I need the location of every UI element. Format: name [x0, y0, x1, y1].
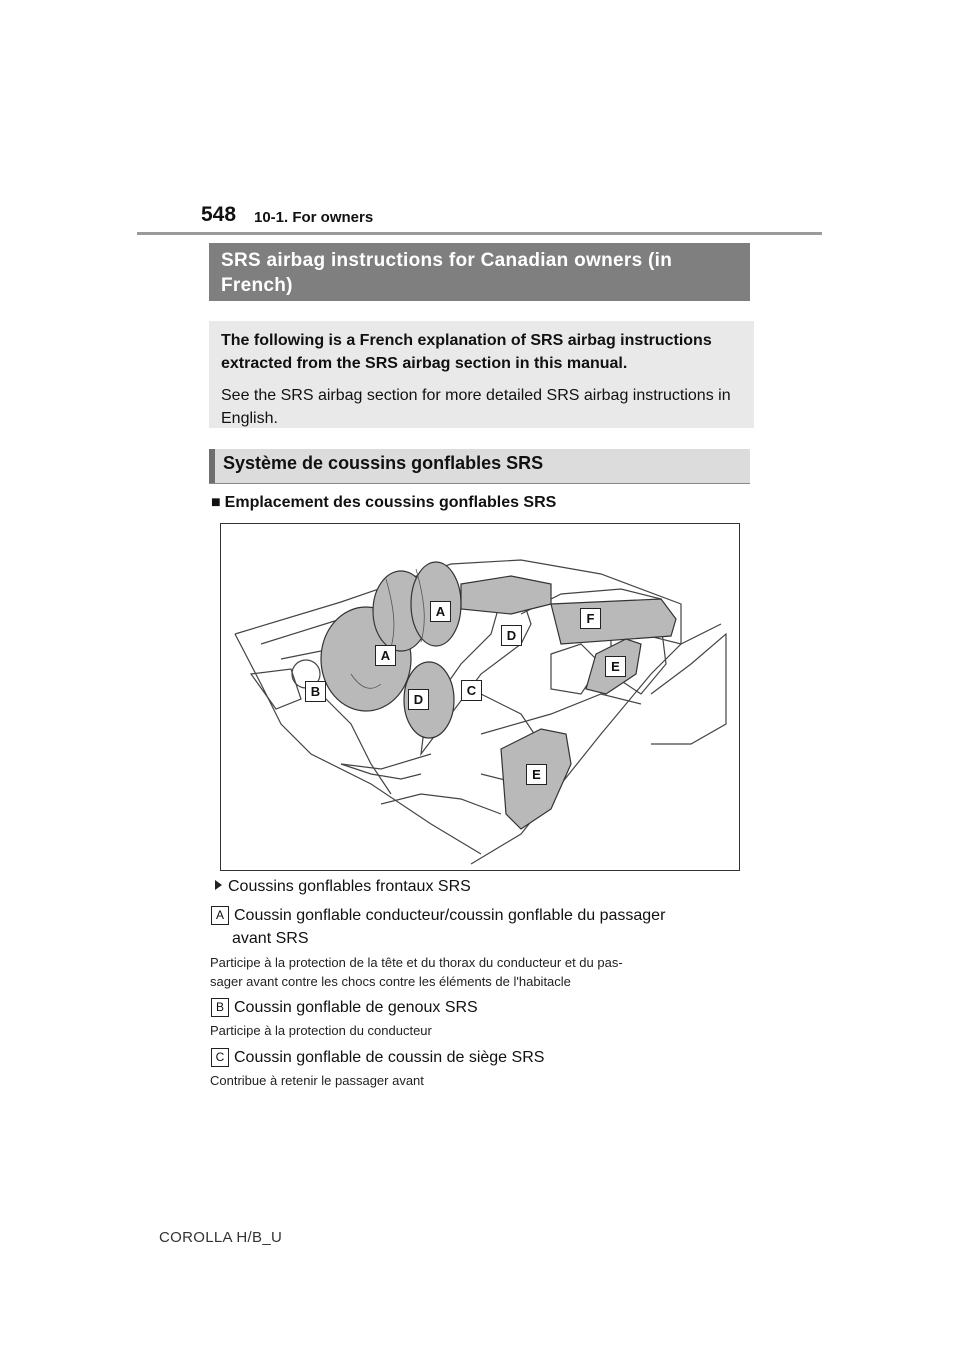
frontal-airbags-item	[215, 876, 471, 898]
letter-a-box: A	[211, 906, 229, 925]
list-item-b	[211, 997, 478, 1019]
list-item-a-desc-1: Participe à la protection de la tête et du thorax du conducteur et du pas-	[210, 955, 623, 970]
list-item-a-desc-2: sager avant contre les chocs contre les éléments de l'habitacle	[210, 974, 571, 989]
list-item-b-desc: Participe à la protection du conducteur	[210, 1023, 432, 1038]
intro-bold-text: The following is a French explanation of SRS airbag instructions extracted from the SRS airbag section in this manual.	[221, 332, 712, 372]
intro-normal-text: See the SRS airbag section for more detailed SRS airbag instructions in English.	[221, 387, 731, 427]
square-bullet-icon: ■	[211, 494, 221, 511]
callout-c: C	[461, 680, 482, 701]
subheading-rule	[209, 483, 750, 484]
callout-d-lower: D	[408, 689, 429, 710]
header-rule	[137, 232, 822, 235]
location-heading-text: Emplacement des coussins gonflables SRS	[224, 494, 557, 511]
callout-a-upper: A	[430, 601, 451, 622]
callout-e-upper: E	[605, 656, 626, 677]
intro-box	[209, 321, 754, 428]
list-item-a-title: Coussin gonflable conducteur/coussin gonflable du passager	[234, 907, 666, 924]
page-number: 548	[201, 203, 237, 226]
callout-a-lower: A	[375, 645, 396, 666]
callout-d-upper: D	[501, 625, 522, 646]
list-item-b-title: Coussin gonflable de genoux SRS	[234, 999, 478, 1016]
arrow-bullet-icon	[215, 880, 222, 890]
callout-e-lower: E	[526, 764, 547, 785]
footer-model-code: COROLLA H/B_U	[159, 1229, 283, 1246]
section-title: 10-1. For owners	[254, 209, 374, 226]
list-item-c-title: Coussin gonflable de coussin de siège SRS	[234, 1049, 545, 1066]
frontal-airbags-text: Coussins gonflables frontaux SRS	[228, 878, 471, 895]
location-heading	[211, 494, 556, 512]
letter-b-box: B	[211, 998, 229, 1017]
list-item-a-title-2: avant SRS	[232, 930, 309, 947]
list-item-a	[211, 905, 665, 927]
airbag-location-illustration	[220, 523, 740, 871]
letter-c-box: C	[211, 1048, 229, 1067]
list-item-c	[211, 1047, 544, 1069]
callout-b: B	[305, 681, 326, 702]
list-item-c-desc: Contribue à retenir le passager avant	[210, 1073, 424, 1088]
subheading: Système de coussins gonflables SRS	[209, 449, 750, 483]
page-title-box: SRS airbag instructions for Canadian owners (in French)	[209, 243, 750, 301]
callout-f: F	[580, 608, 601, 629]
